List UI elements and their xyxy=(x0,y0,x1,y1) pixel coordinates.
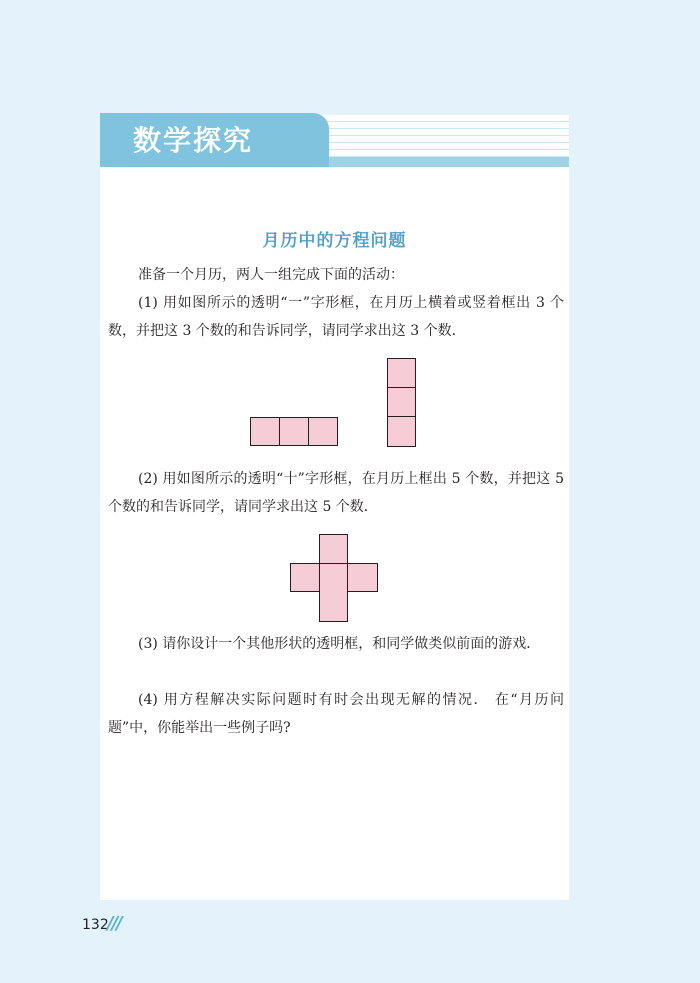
frame-cell xyxy=(250,417,279,446)
frame-cell xyxy=(319,534,348,563)
paragraph-activity-2: (2) 用如图所示的透明“十”字形框，在月历上框出 5 个数，并把这 5 个数的和告诉同学，请同学求出这 5 个数． xyxy=(108,471,564,515)
frame-cell xyxy=(319,563,348,592)
frame-cell xyxy=(319,591,348,622)
page-decoration: /// xyxy=(107,913,121,934)
frame-cell xyxy=(348,563,378,592)
banner-title: 数学探究 xyxy=(133,124,254,157)
frame-cell xyxy=(387,387,416,416)
paragraph-intro: 准备一个月历，两人一组完成下面的活动： xyxy=(138,267,404,283)
paragraph-activity-1: (1) 用如图所示的透明“一”字形框，在月历上横着或竖着框出 3 个数，并把这 3 个数的和告诉同学，请同学求出这 3 个数． xyxy=(108,295,564,339)
page-number: 132 xyxy=(82,917,109,933)
paragraph-activity-4: (4) 用方程解决实际问题时有时会出现无解的情况． 在“月历问题”中，你能举出一些例子吗? xyxy=(108,692,564,736)
frame-cell xyxy=(387,358,416,387)
paragraph-activity-3: (3) 请你设计一个其他形状的透明框，和同学做类似前面的游戏． xyxy=(138,636,541,652)
section-title: 月历中的方程问题 xyxy=(262,231,407,251)
frame-cell xyxy=(279,417,308,446)
frame-cell xyxy=(290,563,319,592)
frame-cell xyxy=(387,416,416,447)
frame-cell xyxy=(308,417,338,446)
